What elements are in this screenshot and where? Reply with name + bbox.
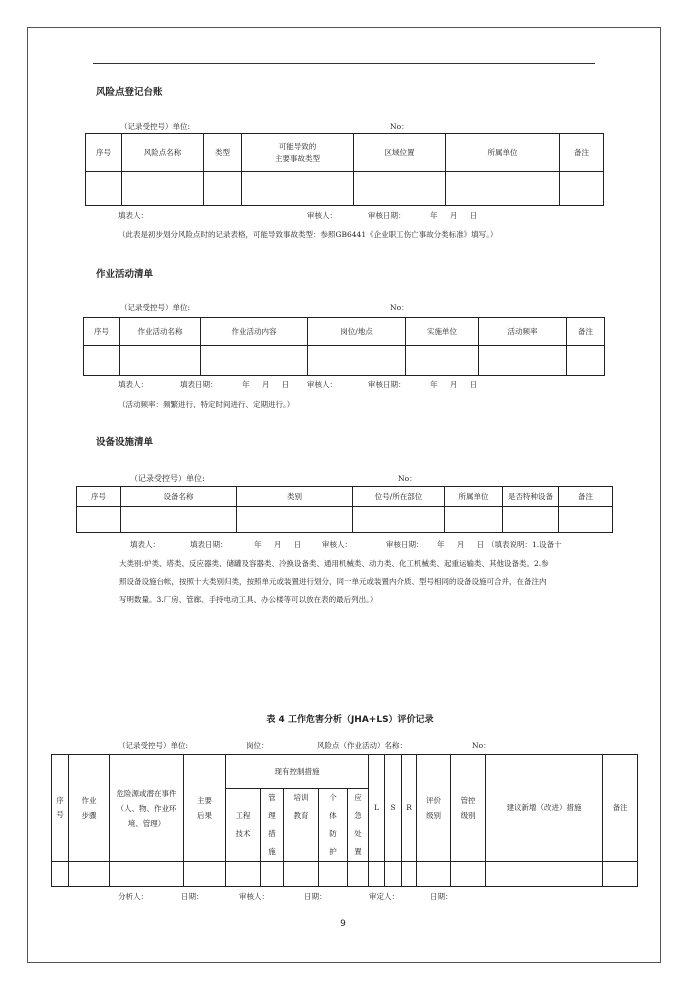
header-cell: 岗位/地点 — [308, 318, 406, 346]
table-cell[interactable] — [120, 346, 201, 376]
table-cell[interactable] — [86, 172, 122, 206]
review-date-label: 审核日期： — [368, 380, 406, 389]
header-cell-management: 管理措施 — [261, 789, 284, 862]
header-cell-suggested-measures: 建议新增（改进）措施 — [486, 755, 603, 862]
jha-evaluation-table — [51, 754, 638, 887]
record-no-label: No： — [390, 303, 409, 312]
work-activity-table — [83, 317, 605, 376]
table-note: （此表是初步划分风险点时的记录表格，可能导致事故类型：参照GB6441《企业职工伤亡事故分类标准》填写。） — [118, 230, 498, 239]
table-cell[interactable] — [242, 172, 354, 206]
review-date-label: 审核日期： — [386, 540, 424, 549]
table-header-row — [77, 487, 613, 507]
date-ymd: 年 月 日 — [437, 540, 485, 549]
header-cell-hazard: 危险源或潜在事件（人、物、作业环境、管理） — [110, 755, 184, 862]
table-note-line: 写明数量。3.厂房、管廊、手持电动工具、办公楼等可以放在表的最后列出。） — [119, 595, 378, 604]
record-no-label: No： — [390, 122, 409, 131]
header-cell: 设备名称 — [121, 487, 237, 507]
table-cell[interactable] — [184, 862, 226, 887]
header-cell-control-level: 管控级别 — [451, 755, 486, 862]
header-cell-eval-level: 评价级别 — [417, 755, 451, 862]
header-cell: 备注 — [567, 318, 605, 346]
table-note-line: 大类别:炉类、塔类、反应器类、储罐及容器类、冷换设备类、通用机械类、动力类、化工机械类、起重运输类、其他设备类。2.参 — [119, 559, 549, 568]
table-header-row — [84, 318, 605, 346]
table-note-line: （填表说明：1.设备十 — [487, 540, 562, 549]
header-cell-remark: 备注 — [603, 755, 638, 862]
review-date-label: 审核日期： — [368, 211, 406, 220]
header-cell: 序号 — [84, 318, 120, 346]
table-row — [77, 507, 613, 533]
header-cell: 作业活动内容 — [201, 318, 308, 346]
date-label: 日期： — [304, 892, 327, 901]
header-cell-s: S — [385, 755, 402, 862]
table-cell[interactable] — [385, 862, 402, 887]
header-cell: 风险点名称 — [122, 134, 204, 172]
table-cell[interactable] — [84, 346, 120, 376]
equipment-table — [76, 486, 613, 533]
table-row — [86, 172, 604, 206]
header-cell-step: 作业步骤 — [69, 755, 110, 862]
table-cell[interactable] — [560, 172, 604, 206]
table-cell[interactable] — [122, 172, 204, 206]
filler-label: 填表人： — [130, 540, 160, 549]
section-title-equipment-list: 设备设施清单 — [96, 437, 154, 448]
header-cell: 区域位置 — [354, 134, 446, 172]
header-cell-seq: 序号 — [52, 755, 69, 862]
record-unit-label: （记录受控号）单位: — [120, 122, 191, 131]
header-cell: 是否特种设备 — [503, 487, 559, 507]
risk-point-name-label: 风险点（作业活动）名称： — [317, 741, 407, 750]
header-line: 可能导致的 — [278, 141, 317, 151]
table-row — [84, 346, 605, 376]
header-cell: 类别 — [237, 487, 353, 507]
table-cell[interactable] — [69, 862, 110, 887]
reviewer-label: 审核人： — [239, 892, 269, 901]
approver-label: 审定人： — [369, 892, 399, 901]
record-unit-label: （记录受控号）单位: — [118, 741, 189, 750]
table-cell[interactable] — [52, 862, 69, 887]
table-cell[interactable] — [603, 862, 638, 887]
table-cell[interactable] — [77, 507, 121, 533]
table-cell[interactable] — [451, 862, 486, 887]
table-cell[interactable] — [237, 507, 353, 533]
table-cell[interactable] — [201, 346, 308, 376]
header-cell: 作业活动名称 — [120, 318, 201, 346]
header-cell-engineering: 工程技术 — [226, 789, 261, 862]
table-cell[interactable] — [284, 862, 319, 887]
section-title-work-activity-list: 作业活动清单 — [96, 269, 154, 280]
table-header-row — [52, 755, 638, 789]
table-cell[interactable] — [121, 507, 237, 533]
record-no-label: No： — [472, 741, 491, 750]
date-label: 日期： — [181, 892, 204, 901]
reviewer-label: 审核人： — [307, 380, 337, 389]
header-cell-training: 培训教育 — [284, 789, 319, 862]
table-note: （活动频率：频繁进行、特定时间进行、定期进行。） — [118, 400, 295, 409]
header-cell-consequence: 主要后果 — [184, 755, 226, 862]
header-cell-r: R — [402, 755, 417, 862]
table-cell[interactable] — [348, 862, 369, 887]
header-cell-existing-controls: 现有控制措施 — [226, 755, 369, 789]
header-cell: 位号/所在部位 — [353, 487, 445, 507]
table-header-row — [86, 134, 604, 172]
table-cell[interactable] — [319, 862, 348, 887]
header-cell: 活动频率 — [479, 318, 567, 346]
table-row — [52, 862, 638, 887]
table-cell[interactable] — [503, 507, 559, 533]
table-cell[interactable] — [486, 862, 603, 887]
post-label: 岗位： — [246, 741, 269, 750]
reviewer-label: 审核人： — [307, 211, 337, 220]
risk-point-ledger-table — [85, 133, 604, 206]
table-cell[interactable] — [567, 346, 605, 376]
record-unit-label: （记录受控号）单位: — [130, 474, 205, 483]
header-cell: 类型 — [204, 134, 242, 172]
date-ymd: 年 月 日 — [242, 380, 290, 389]
date-ymd: 年 月 日 — [254, 540, 302, 549]
header-cell-emergency: 应急处置 — [348, 789, 369, 862]
analyst-label: 分析人： — [118, 892, 148, 901]
table-cell[interactable] — [406, 346, 479, 376]
fill-date-label: 填表日期： — [180, 380, 218, 389]
table-cell[interactable] — [559, 507, 613, 533]
header-cell: 备注 — [560, 134, 604, 172]
table-cell[interactable] — [353, 507, 445, 533]
table-cell[interactable] — [226, 862, 261, 887]
table-cell[interactable] — [261, 862, 284, 887]
table-cell[interactable] — [369, 862, 385, 887]
filler-label: 填表人： — [118, 380, 148, 389]
table-cell[interactable] — [354, 172, 446, 206]
header-cell: 实施单位 — [406, 318, 479, 346]
record-no-label: No： — [398, 474, 417, 483]
table-cell[interactable] — [110, 862, 184, 887]
header-rule — [93, 63, 595, 64]
header-cell: 备注 — [559, 487, 613, 507]
fill-date-label: 填表日期： — [190, 540, 228, 549]
header-cell — [242, 134, 354, 172]
date-ymd: 年 月 日 — [430, 211, 478, 220]
page-number: 9 — [340, 919, 346, 929]
date-ymd: 年 月 日 — [430, 380, 478, 389]
header-cell-l: L — [369, 755, 385, 862]
reviewer-label: 审核人： — [322, 540, 352, 549]
record-unit-label: （记录受控号）单位: — [120, 303, 191, 312]
table-cell[interactable] — [308, 346, 406, 376]
table-cell[interactable] — [204, 172, 242, 206]
table-cell[interactable] — [417, 862, 451, 887]
header-line: 主要事故类型 — [275, 153, 320, 163]
section-title-risk-point-ledger: 风险点登记台账 — [96, 87, 163, 98]
table-cell[interactable] — [446, 172, 560, 206]
header-cell: 序号 — [77, 487, 121, 507]
section-title-jha-record: 表 4 工作危害分析（JHA+LS）评价记录 — [266, 715, 434, 725]
header-cell: 所属单位 — [445, 487, 503, 507]
table-cell[interactable] — [402, 862, 417, 887]
header-cell: 序号 — [86, 134, 122, 172]
table-cell[interactable] — [445, 507, 503, 533]
date-label: 日期： — [430, 892, 453, 901]
filler-label: 填表人： — [118, 211, 148, 220]
table-cell[interactable] — [479, 346, 567, 376]
header-cell-ppe: 个体防护 — [319, 789, 348, 862]
table-note-line: 照设备设施台帐，按照十大类别归类，按照单元或装置进行划分，同一单元或装置内介质、型号相同的设备设施可合并，在备注内 — [119, 577, 547, 586]
header-cell: 所属单位 — [446, 134, 560, 172]
